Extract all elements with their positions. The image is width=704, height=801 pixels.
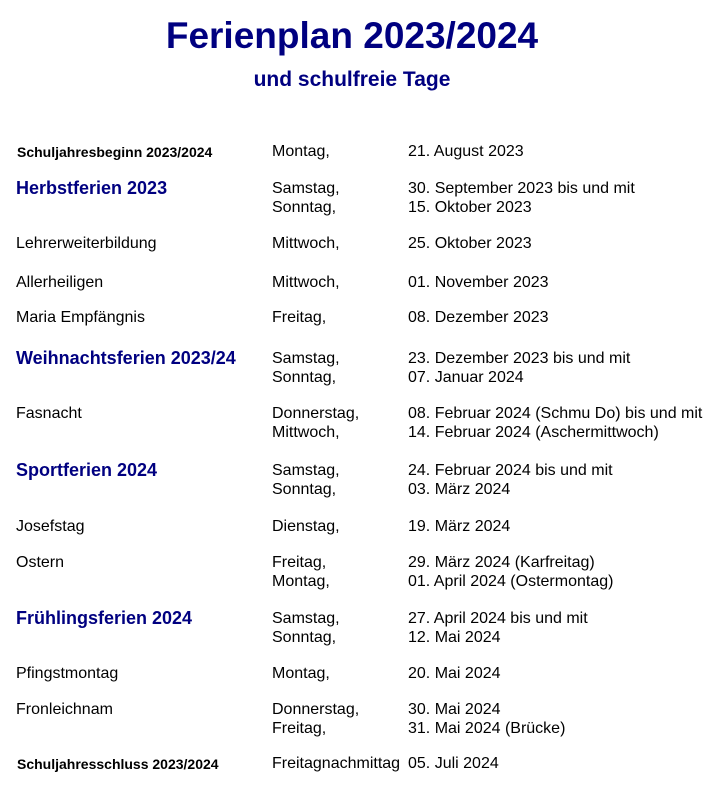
entry-day: Donnerstag,: [272, 405, 360, 422]
entry-day: Freitag,: [272, 554, 327, 571]
entry-days: [272, 273, 340, 292]
entry-label: Schuljahresschluss 2023/2024: [17, 756, 219, 772]
entry-date: 08. Dezember 2023: [408, 309, 549, 326]
entry-days: [272, 349, 340, 387]
entry-day: Mittwoch,: [272, 235, 340, 252]
entry-days: [272, 234, 340, 253]
entry-date: 05. Juli 2024: [408, 755, 499, 772]
entry-label: Fronleichnam: [16, 701, 113, 718]
entry-days: [272, 609, 340, 647]
entry-day: Samstag,: [272, 180, 340, 197]
entry-label: Ostern: [16, 554, 65, 571]
entry-days: [272, 700, 359, 738]
entry-date: 08. Februar 2024 (Schmu Do) bis und mit: [408, 405, 703, 422]
entry-dates: [408, 609, 588, 647]
entry-label: Schuljahresbeginn 2023/2024: [17, 144, 213, 160]
entry-date: 25. Oktober 2023: [408, 235, 532, 252]
entry-label: Weihnachtsferien 2023/24: [16, 348, 236, 368]
entry-days: [272, 308, 326, 327]
entry-days: [272, 517, 340, 536]
entry-day: Sonntag,: [272, 369, 337, 386]
entry-label: Maria Empfängnis: [16, 309, 145, 326]
entry-day: Sonntag,: [272, 629, 337, 646]
entry-day: Freitag,: [272, 309, 327, 326]
entry-dates: [408, 179, 635, 217]
entry-label: Josefstag: [16, 518, 85, 535]
entry-dates: [408, 404, 702, 442]
entry-date: 15. Oktober 2023: [408, 199, 532, 216]
entry-date: 31. Mai 2024 (Brücke): [408, 720, 566, 737]
entry-day: Freitagnachmittag: [272, 755, 401, 772]
entry-date: 14. Februar 2024 (Aschermittwoch): [408, 424, 659, 441]
entry-day: Sonntag,: [272, 199, 337, 216]
entry-dates: [408, 234, 532, 253]
entry-days: [272, 754, 400, 773]
entry-dates: [408, 553, 613, 591]
entry-day: Samstag,: [272, 610, 340, 627]
entry-date: 27. April 2024 bis und mit: [408, 610, 588, 627]
entry-day: Dienstag,: [272, 518, 340, 535]
entry-dates: [408, 273, 549, 292]
entry-date: 30. September 2023 bis und mit: [408, 180, 635, 197]
entry-date: 29. März 2024 (Karfreitag): [408, 554, 595, 571]
entry-date: 19. März 2024: [408, 518, 511, 535]
entry-date: 23. Dezember 2023 bis und mit: [408, 350, 631, 367]
entry-day: Freitag,: [272, 720, 327, 737]
entry-day: Montag,: [272, 143, 330, 160]
entry-date: 01. November 2023: [408, 274, 549, 291]
entry-dates: [408, 349, 630, 387]
entry-label: Pfingstmontag: [16, 665, 119, 682]
entry-dates: [408, 700, 565, 738]
entry-label: Lehrerweiterbildung: [16, 235, 157, 252]
entry-date: 12. Mai 2024: [408, 629, 501, 646]
entry-dates: [408, 517, 510, 536]
entry-days: [272, 142, 330, 161]
entry-day: Donnerstag,: [272, 701, 360, 718]
entry-label: Sportferien 2024: [16, 460, 158, 480]
entry-day: Mittwoch,: [272, 274, 340, 291]
entry-day: Montag,: [272, 573, 330, 590]
entry-dates: [408, 142, 524, 161]
entry-date: 21. August 2023: [408, 143, 524, 160]
entry-label: Herbstferien 2023: [16, 178, 168, 198]
entry-day: Samstag,: [272, 350, 340, 367]
entry-days: [272, 179, 340, 217]
entry-date: 24. Februar 2024 bis und mit: [408, 462, 613, 479]
page-subtitle: und schulfreie Tage: [253, 68, 451, 91]
entry-date: 20. Mai 2024: [408, 665, 501, 682]
entry-label: Frühlingsferien 2024: [16, 608, 193, 628]
entry-dates: [408, 754, 499, 773]
entry-date: 01. April 2024 (Ostermontag): [408, 573, 614, 590]
page-title: Ferienplan 2023/2024: [165, 15, 539, 56]
entry-days: [272, 553, 330, 591]
entry-date: 07. Januar 2024: [408, 369, 524, 386]
entry-dates: [408, 308, 549, 327]
entry-date: 30. Mai 2024: [408, 701, 501, 718]
entry-day: Mittwoch,: [272, 424, 340, 441]
entry-day: Sonntag,: [272, 481, 337, 498]
entry-dates: [408, 461, 613, 499]
entry-dates: [408, 664, 501, 683]
entry-day: Samstag,: [272, 462, 340, 479]
entry-days: [272, 404, 359, 442]
entry-days: [272, 664, 330, 683]
entry-label: Fasnacht: [16, 405, 82, 422]
entry-days: [272, 461, 340, 499]
entry-label: Allerheiligen: [16, 274, 104, 291]
entry-date: 03. März 2024: [408, 481, 511, 498]
entry-day: Montag,: [272, 665, 330, 682]
